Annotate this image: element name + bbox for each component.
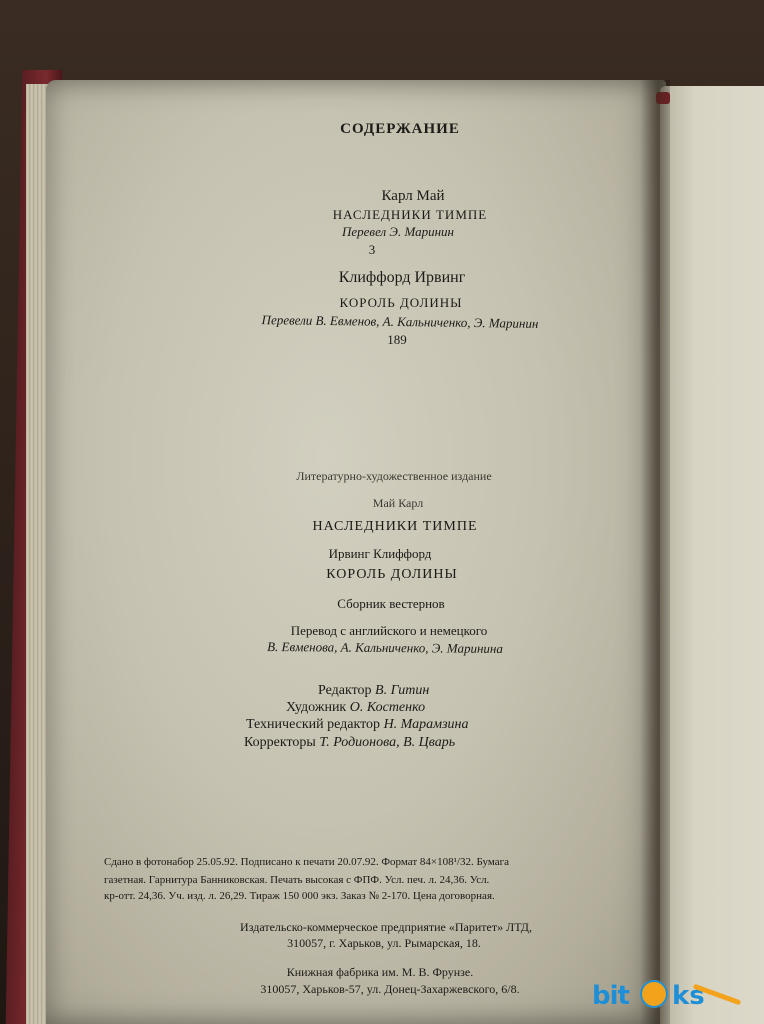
printer-line-2: 310057, Харьков-57, ул. Донец-Захаржевского, 6/8. — [260, 982, 520, 996]
contents-translator-2: Перевели В. Евменов, А. Кальниченко, Э. Маринин — [261, 312, 539, 331]
publisher-line-1: Издательско-коммерческое предприятие «Паритет» ЛТД, — [240, 920, 532, 934]
print-details-line-1: Сдано в фотонабор 25.05.92. Подписано к печати 20.07.92. Формат 84×108¹/32. Бумага — [104, 856, 510, 868]
imprint-title-1: НАСЛЕДНИКИ ТИМПЕ — [312, 519, 478, 534]
publisher-line-2: 310057, г. Харьков, ул. Рымарская, 18. — [287, 936, 481, 950]
right-page — [660, 86, 764, 1024]
print-details-line-2: газетная. Гарнитура Банниковская. Печать высокая с ФПФ. Усл. печ. л. 24,36. Усл. — [104, 874, 490, 886]
imprint-author-2: Ирвинг Клиффорд — [328, 546, 432, 561]
watermark-logo — [592, 978, 742, 1012]
watermark-text-ks: ks — [672, 981, 705, 1011]
translation-line-1: Перевод с английского и немецкого — [290, 623, 488, 638]
contents-page-1: 3 — [368, 242, 376, 257]
credit-artist: Художник О. Костенко — [286, 700, 426, 715]
printer-line-1: Книжная фабрика им. М. В. Фрунзе. — [286, 965, 474, 979]
imprint-author-1: Май Карл — [372, 496, 424, 510]
watermark-coin-icon — [640, 980, 668, 1008]
imprint-collection: Сборник вестернов — [337, 596, 445, 611]
print-details-line-3: кр-отт. 24,36. Уч. изд. л. 26,29. Тираж 150 000 экз. Заказ № 2-170. Цена договорная. — [104, 890, 495, 902]
contents-author-2: Клиффорд Ирвинг — [338, 269, 466, 286]
watermark-text-bit: bit — [592, 981, 629, 1011]
credit-tech-editor: Технический редактор Н. Марамзина — [246, 717, 469, 732]
contents-heading: СОДЕРЖАНИЕ — [340, 121, 460, 137]
imprint-title-2: КОРОЛЬ ДОЛИНЫ — [326, 567, 458, 582]
contents-translator-1: Перевел Э. Маринин — [342, 224, 454, 239]
contents-author-1: Карл Май — [381, 188, 445, 204]
spine-gutter — [640, 80, 670, 1024]
edition-type: Литературно-художественное издание — [296, 469, 492, 483]
translation-line-2: В. Евменова, А. Кальниченко, Э. Маринина — [267, 638, 503, 657]
contents-page-2: 189 — [387, 332, 407, 347]
contents-work-1: НАСЛЕДНИКИ ТИМПЕ — [332, 207, 488, 222]
credit-proofreaders: Корректоры Т. Родионова, В. Цварь — [244, 735, 456, 750]
credit-editor: Редактор В. Гитин — [318, 683, 430, 698]
contents-work-2: КОРОЛЬ ДОЛИНЫ — [339, 295, 463, 310]
